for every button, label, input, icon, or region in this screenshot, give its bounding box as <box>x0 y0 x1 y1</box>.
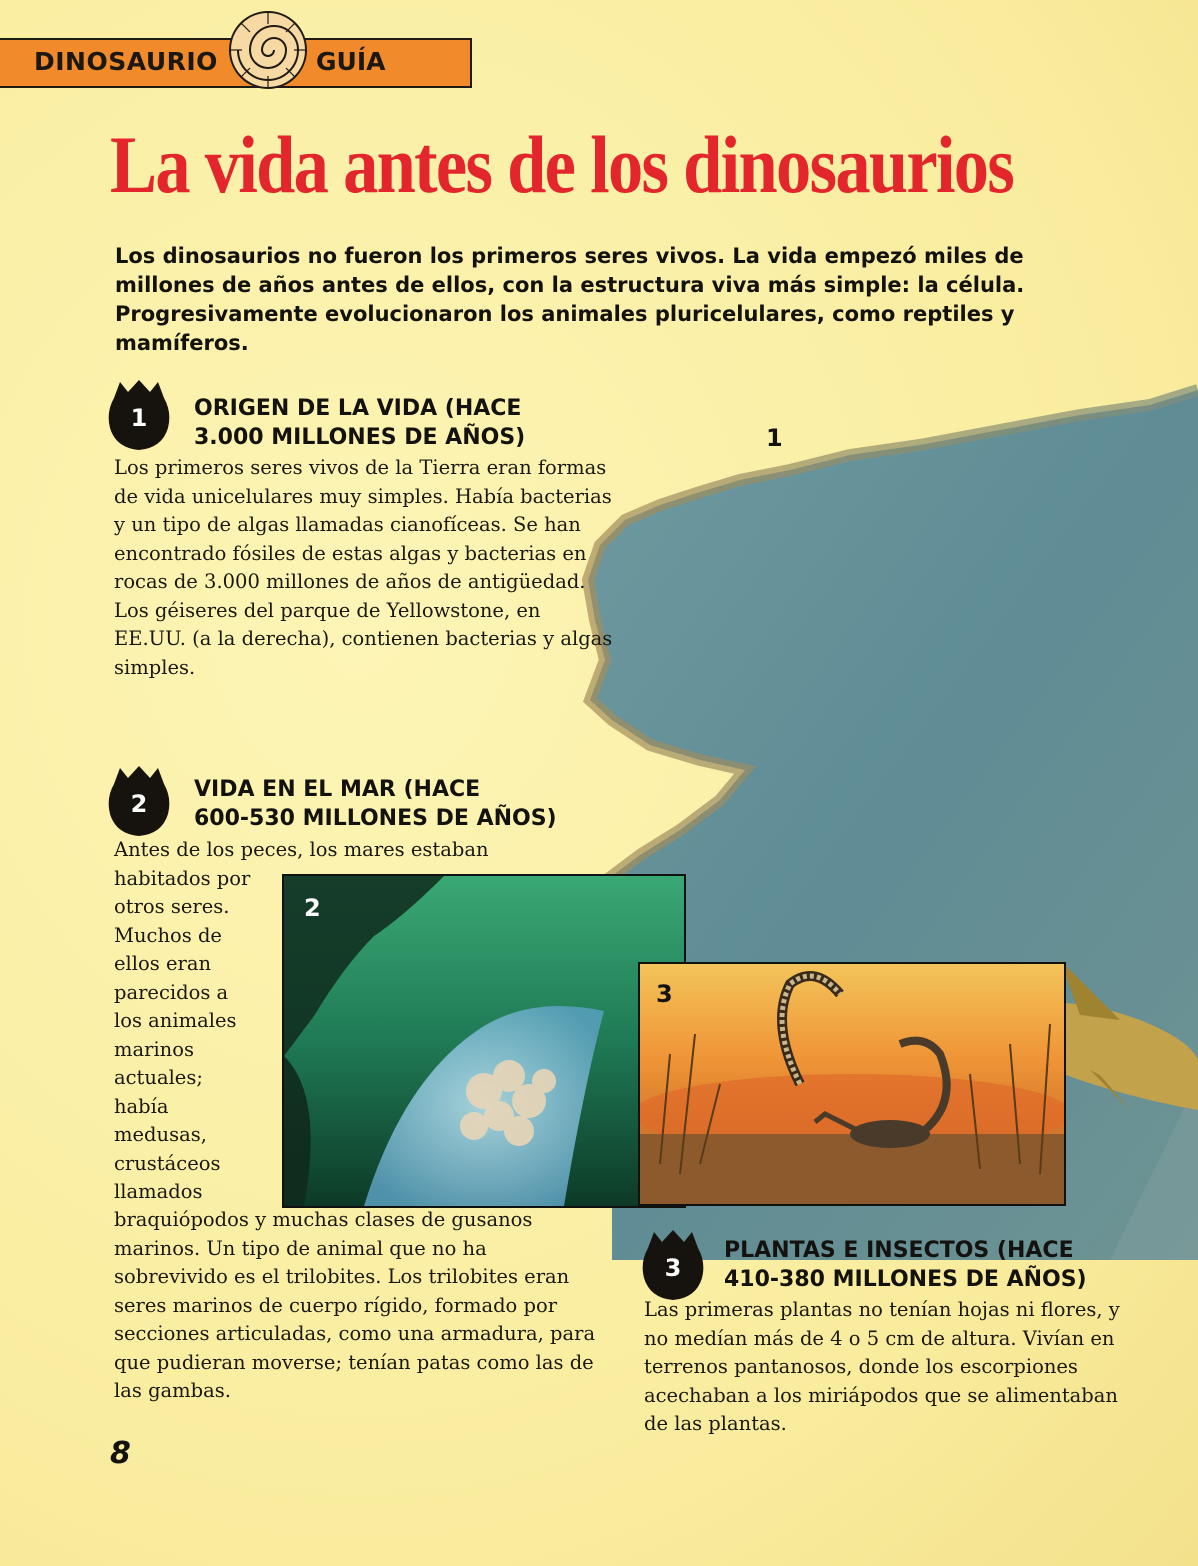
section-3-badge <box>640 1228 706 1302</box>
header-label-left: DINOSAURIO <box>34 47 218 76</box>
page-number: 8 <box>110 1436 131 1471</box>
section-1-body: Los primeros seres vivos de la Tierra eran formas de vida unicelulares muy simples. Había bacterias y un tipo de algas llamadas cianofíceas. Se han encontrado fósiles de estas algas y bacterias en rocas de 3.000 millones de años de antigüedad. Los géiseres del parque de Yellowstone, en EE.UU. (a la derecha), contienen bacterias y algas simples. <box>114 456 613 679</box>
intro-paragraph: Los dinosaurios no fueron los primeros seres vivos. La vida empezó miles de millones de años antes de ellos, con la estructura viva más simple: la célula. Progresivamente evolucionaron los animales pluricelulares, como reptiles y mamíferos. <box>115 244 1025 355</box>
section-1-heading-line2: 3.000 MILLONES DE AÑOS) <box>194 425 526 450</box>
body-line: Muchos de <box>114 923 222 947</box>
ammonite-icon <box>226 8 310 92</box>
section-1-badge <box>106 378 172 452</box>
body-line: llamados <box>114 1180 203 1203</box>
section-2-number: 2 <box>130 790 148 818</box>
section-1-heading <box>194 394 614 452</box>
body-line: Antes de los peces, los mares estaban <box>114 838 489 861</box>
section-3-number: 3 <box>664 1254 682 1282</box>
section-1-number: 1 <box>130 404 148 432</box>
page-title: La vida antes de los dinosaurios <box>110 119 1014 210</box>
section-1-heading-line1: ORIGEN DE LA VIDA (HACE <box>194 396 522 421</box>
body-line: habitados por <box>114 866 251 890</box>
section-2-badge <box>106 764 172 838</box>
section-3-heading-line2: 410-380 MILLONES DE AÑOS) <box>724 1267 1087 1292</box>
body-line: actuales; <box>114 1066 203 1089</box>
section-2-body-wide: braquiópodos y muchas clases de gusanos marinos. Un tipo de animal que no ha sobrevivido es el trilobites. Los trilobites eran seres marinos de cuerpo rígido, formado por secciones articuladas, como una armadura, para que pudieran moverse; tenían patas como las de las gambas. <box>114 1208 596 1402</box>
image-3-label: 3 <box>656 980 673 1008</box>
body-line: marinos <box>114 1037 194 1061</box>
body-line: crustáceos <box>114 1151 221 1175</box>
body-line: parecidos a <box>114 980 229 1004</box>
body-line: medusas, <box>114 1123 207 1146</box>
image-1-label: 1 <box>766 424 783 452</box>
section-2-heading-line1: VIDA EN EL MAR (HACE <box>194 777 481 802</box>
body-line: ellos eran <box>114 952 212 975</box>
section-2-heading-line2: 600-530 MILLONES DE AÑOS) <box>194 806 557 831</box>
jellyfish-illustration <box>284 876 684 1206</box>
jellyfish-image <box>282 874 686 1208</box>
scorpion-illustration <box>640 964 1064 1204</box>
body-line: había <box>114 1094 169 1118</box>
section-2-heading <box>194 775 614 833</box>
section-3-body: Las primeras plantas no tenían hojas ni flores, y no medían más de 4 o 5 cm de altura. Vivían en terrenos pantanosos, donde los escorpiones acechaban a los miriápodos que se alimentaban de las plantas. <box>644 1298 1120 1435</box>
section-3-heading <box>724 1236 1154 1294</box>
header-label-right: GUÍA <box>316 47 386 76</box>
body-line: otros seres. <box>114 895 230 918</box>
image-2-label: 2 <box>304 894 321 922</box>
scorpion-image <box>638 962 1066 1206</box>
section-3-heading-line1: PLANTAS E INSECTOS (HACE <box>724 1238 1074 1263</box>
body-line: los animales <box>114 1009 237 1032</box>
